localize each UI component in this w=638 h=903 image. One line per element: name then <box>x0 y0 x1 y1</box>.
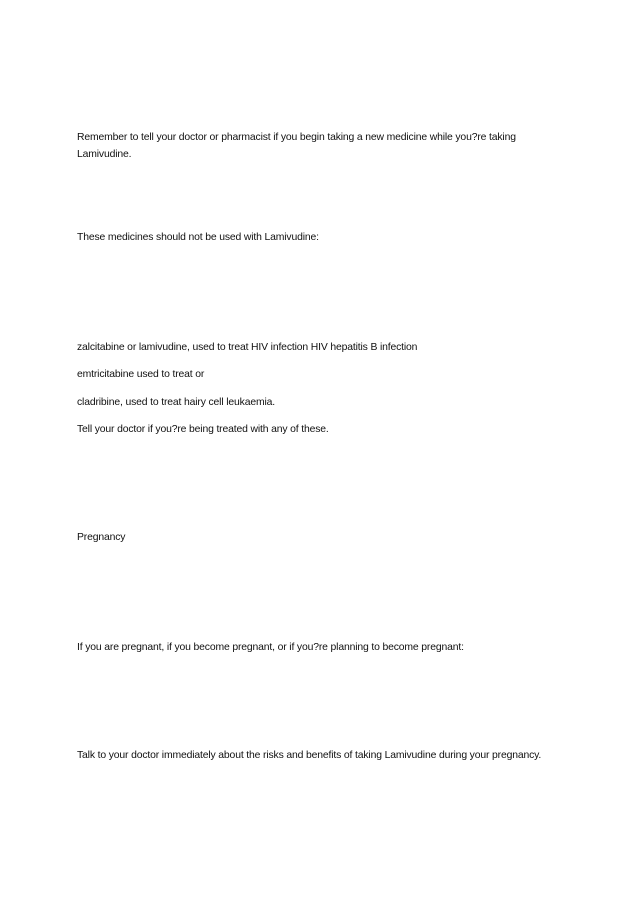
paragraph-tell-doctor-treated: Tell your doctor if you?re being treated with any of these. <box>77 424 329 435</box>
list-item-emtricitabine: emtricitabine used to treat or <box>77 369 205 380</box>
list-item-zalcitabine: zalcitabine or lamivudine, used to treat HIV infection HIV hepatitis B infection <box>77 342 418 353</box>
section-heading-pregnancy: Pregnancy <box>77 532 126 543</box>
paragraph-talk-to-doctor: Talk to your doctor immediately about the risks and benefits of taking Lamivudine during your pregnancy. <box>77 750 542 761</box>
list-item-cladribine: cladribine, used to treat hairy cell leukaemia. <box>77 397 275 408</box>
paragraph-medicines-not-used: These medicines should not be used with Lamivudine: <box>77 232 319 243</box>
paragraph-remember-tell-doctor: Remember to tell your doctor or pharmacist if you begin taking a new medicine while you?re taking Lamivudine. <box>77 132 516 160</box>
paragraph-if-pregnant: If you are pregnant, if you become pregnant, or if you?re planning to become pregnant: <box>77 642 464 653</box>
